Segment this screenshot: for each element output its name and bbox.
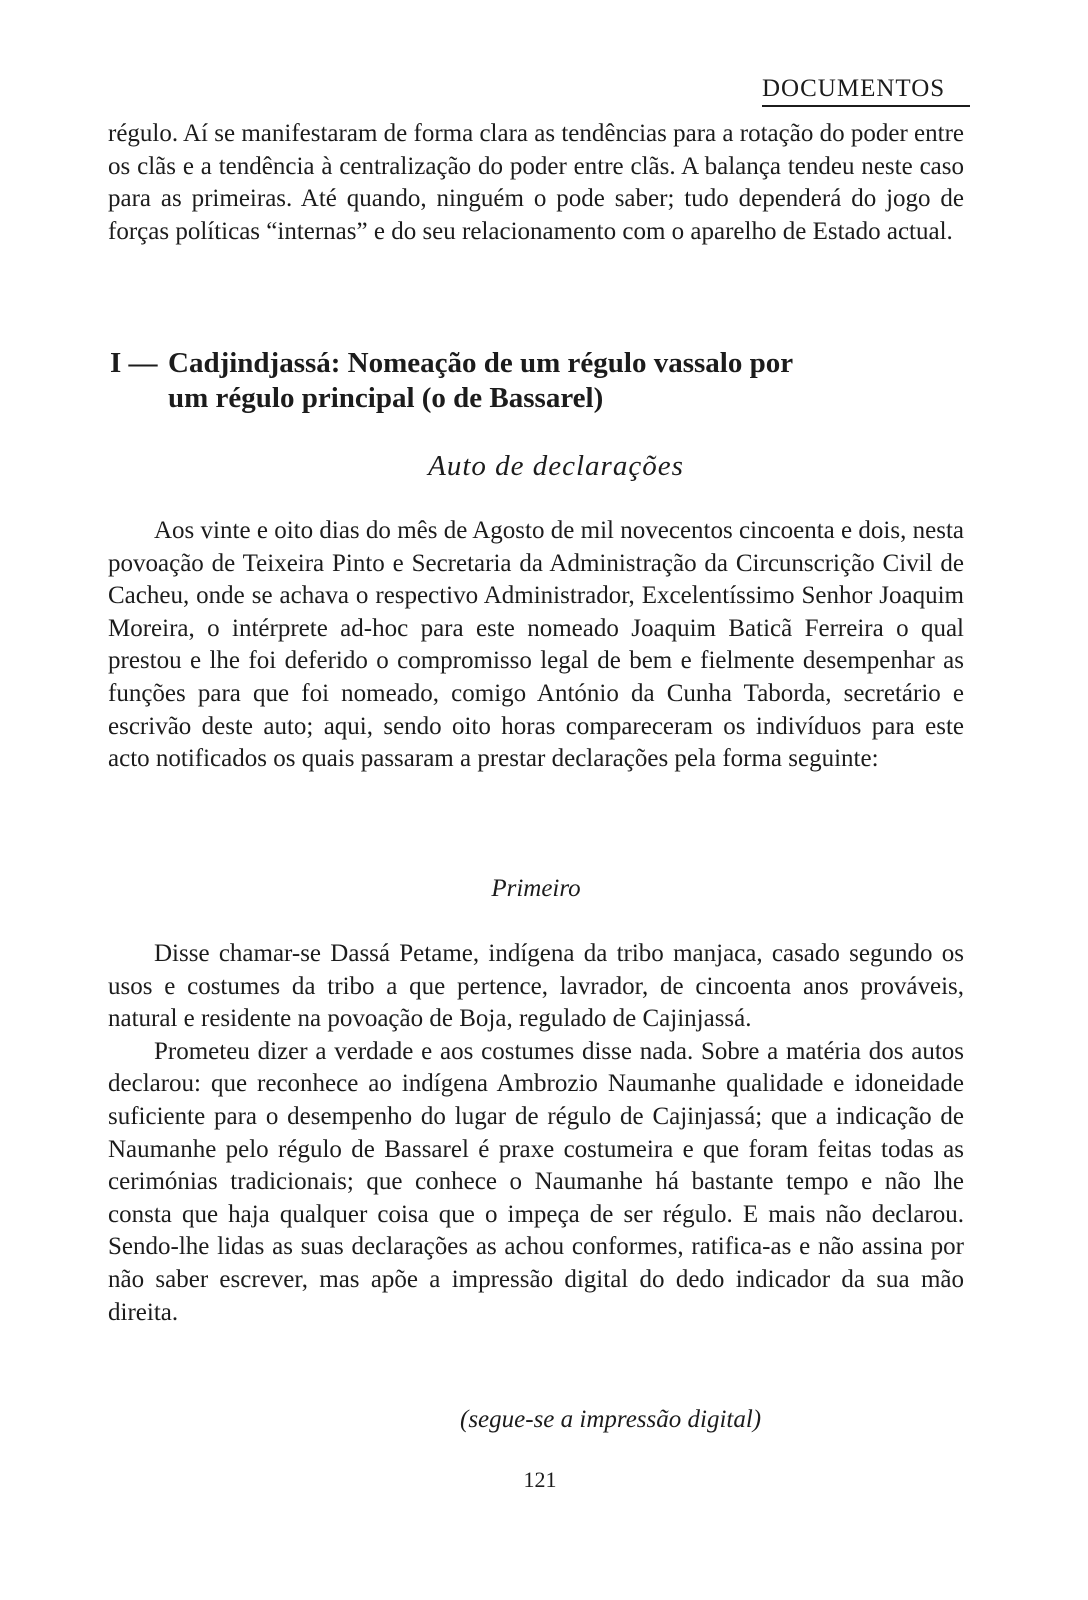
- signature-note: (segue-se a impressão digital): [460, 1406, 762, 1433]
- section-number: I —: [110, 347, 158, 379]
- running-header: DOCUMENTOS: [762, 74, 970, 107]
- declaration-paragraph-2: Prometeu dizer a verdade e aos costumes disse nada. Sobre a matéria dos autos declarou: que reconhece ao indígena Ambrozio Naumanhe qualidade e idoneidade suficiente para o desempenho do lugar de régulo de Cajinjassá; que a indicação de Naumanhe pelo régulo de Bassarel é praxe costumeira e que foram feitas todas as cerimónias tradicionais; que conhece o Naumanhe há bastante tempo e não lhe consta que haja qualquer coisa que o impeça de ser régulo. E mais não declarou. Sendo-lhe lidas as suas declarações as achou conformes, ratifica-as e não assina por não saber escrever, mas apõe a impressão digital do dedo indicador da sua mão direita.: [108, 1037, 964, 1326]
- body-paragraph: Aos vinte e oito dias do mês de Agosto de mil novecentos cincoenta e dois, nesta povoação de Teixeira Pinto e Secretaria da Administração da Circunscrição Civil de Cacheu, onde se achava o respectivo Administrador, Excelentíssimo Senhor Joaquim Moreira, o intérprete ad-hoc para este nomeado Joaquim Baticã Ferreira o qual prestou e lhe foi deferido o compromisso legal de bem e fielmente desempenhar as funções para que foi nomeado, comigo António da Cunha Taborda, secretário e escrivão deste auto; aqui, sendo oito horas compareceram os indivíduos para este acto notificados os quais passaram a prestar declarações pela forma seguinte:: [108, 517, 964, 773]
- intro-paragraph: régulo. Aí se manifestaram de forma clara as tendências para a rotação do poder entre os clãs e a tendência à centralização do poder entre clãs. A balança tendeu neste caso para as primeiras. Até quando, ninguém o pode saber; tudo dependerá do jogo de forças políticas “internas” e do seu relacionamento com o aparelho de Estado actual.: [108, 120, 964, 245]
- section-title-line1: Cadjindjassá: Nomeação de um régulo vassalo por: [168, 347, 794, 379]
- declaration-paragraph-1: Disse chamar-se Dassá Petame, indígena da tribo manjaca, casado segundo os usos e costumes da tribo a que pertence, lavrador, de cincoenta anos prováveis, natural e residente na povoação de Boja, regulado de Cajinjassá.: [108, 940, 964, 1033]
- intro-text: [108, 118, 964, 248]
- section-title-line2: um régulo principal (o de Bassarel): [168, 382, 604, 414]
- section-subtitle: Auto de declarações: [428, 450, 684, 482]
- body-text: [108, 515, 964, 776]
- page-number: 121: [523, 1467, 557, 1492]
- declaration-text: [108, 938, 964, 1329]
- declaration-heading: Primeiro: [491, 875, 581, 902]
- section-heading: [110, 346, 950, 416]
